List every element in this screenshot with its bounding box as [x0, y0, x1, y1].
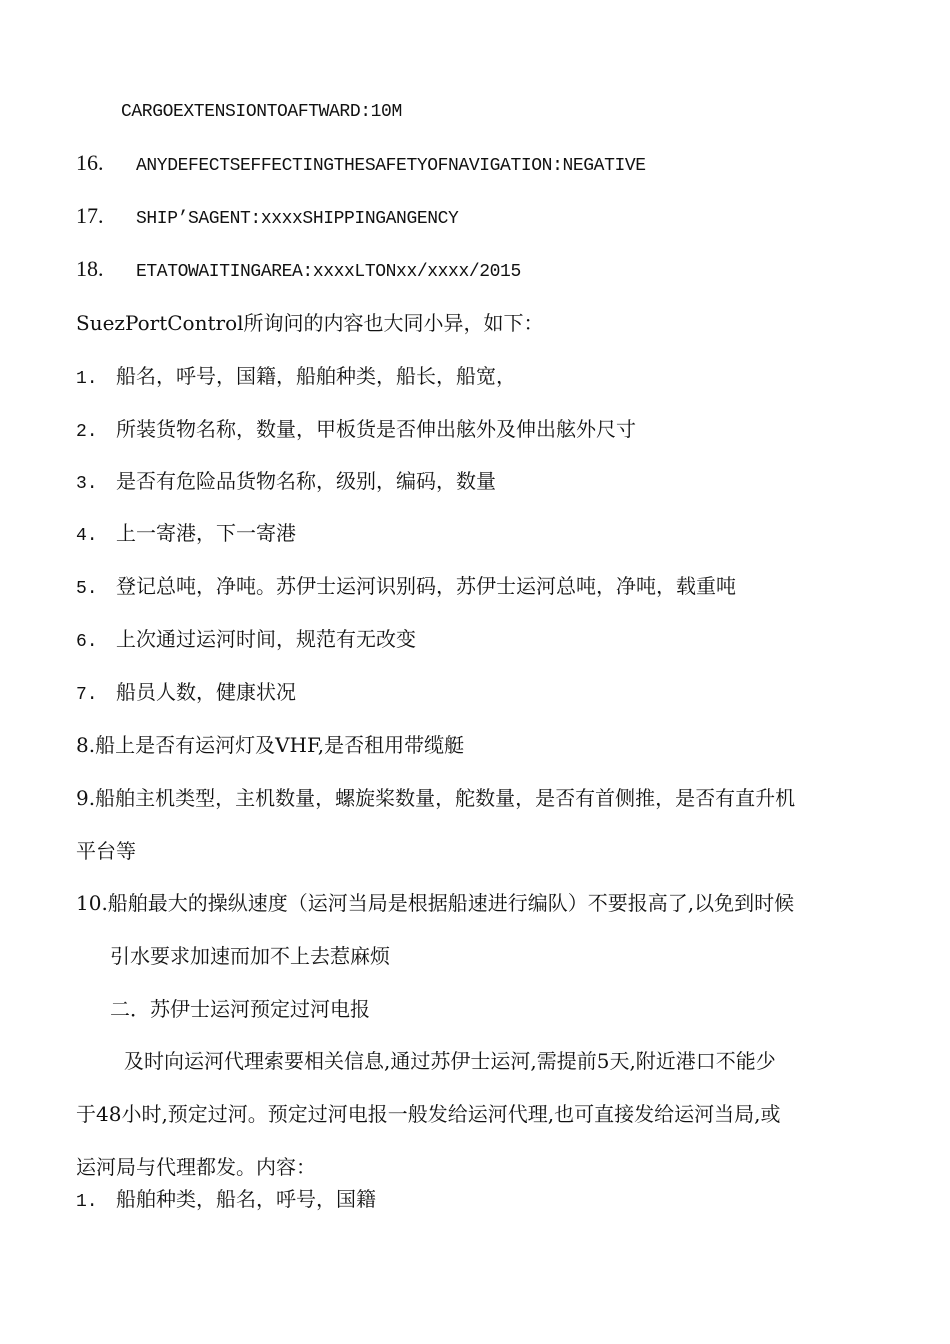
suez-item-9-line-1: 9.船舶主机类型，主机数量，螺旋桨数量，舵数量，是否有首侧推，是否有直升机	[76, 786, 796, 810]
item-number: 4.	[76, 526, 98, 546]
suez-intro-line: SuezPortControl所询问的内容也大同小异，如下：	[76, 311, 544, 335]
suez-item-1	[76, 362, 516, 393]
suez-item-5	[76, 572, 736, 603]
item-number: 3.	[76, 474, 98, 494]
item-number: 18.	[76, 256, 104, 281]
suez-item-4	[76, 519, 296, 550]
item-text: 所装货物名称，数量，甲板货是否伸出舷外及伸出舷外尺寸	[116, 417, 636, 441]
item-text: 船员人数，健康状况	[116, 680, 296, 704]
item-text: SHIP’SAGENT:xxxxSHIPPINGANGENCY	[136, 209, 459, 229]
item-number: 7.	[76, 685, 98, 705]
numbered-line-18	[76, 255, 521, 286]
section-heading: 二．苏伊士运河预定过河电报	[110, 997, 370, 1021]
suez-item-7	[76, 678, 296, 709]
item-text: ETATOWAITINGAREA:xxxxLTONxx/xxxx/2015	[136, 262, 521, 282]
suez-item-10-line-2: 引水要求加速而加不上去惹麻烦	[110, 944, 390, 968]
item-text: 登记总吨，净吨。苏伊士运河识别码，苏伊士运河总吨，净吨，载重吨	[116, 574, 736, 598]
item-text: 船名，呼号，国籍，船舶种类，船长，船宽，	[116, 364, 516, 388]
cargo-extension-line: CARGOEXTENSIONTOAFTWARD:10M	[121, 102, 402, 122]
item-number: 6.	[76, 632, 98, 652]
suez-item-9-line-2: 平台等	[76, 839, 136, 863]
numbered-line-16	[76, 149, 646, 180]
item-text: 上次通过运河时间，规范有无改变	[116, 627, 416, 651]
item-number: 1.	[76, 369, 98, 389]
suez-item-2	[76, 415, 636, 446]
suez-item-8: 8.船上是否有运河灯及VHF,是否租用带缆艇	[76, 733, 465, 757]
suez-item-6	[76, 625, 416, 656]
item-text: 上一寄港，下一寄港	[116, 521, 296, 545]
paragraph-line-3: 运河局与代理都发。内容：	[76, 1155, 316, 1179]
paragraph-line-1: 及时向运河代理索要相关信息,通过苏伊士运河,需提前5天,附近港口不能少	[124, 1049, 776, 1073]
paragraph-line-2: 于48小时,预定过河。预定过河电报一般发给运河代理,也可直接发给运河当局,或	[76, 1102, 781, 1126]
item-text: ANYDEFECTSEFFECTINGTHESAFETYOFNAVIGATION:NEGATIVE	[136, 156, 646, 176]
item-number: 1.	[76, 1192, 98, 1212]
numbered-line-17	[76, 202, 458, 233]
suez-item-3	[76, 467, 496, 498]
item-text: 船舶种类，船名，呼号，国籍	[116, 1187, 376, 1211]
item-number: 5.	[76, 579, 98, 599]
item-text: 是否有危险品货物名称，级别，编码，数量	[116, 469, 496, 493]
suez-item-10-line-1: 10.船舶最大的操纵速度（运河当局是根据船速进行编队）不要报高了,以免到时候	[76, 891, 795, 915]
item-number: 2.	[76, 422, 98, 442]
item-number: 17.	[76, 203, 104, 228]
final-item-1	[76, 1185, 376, 1216]
item-number: 16.	[76, 150, 104, 175]
